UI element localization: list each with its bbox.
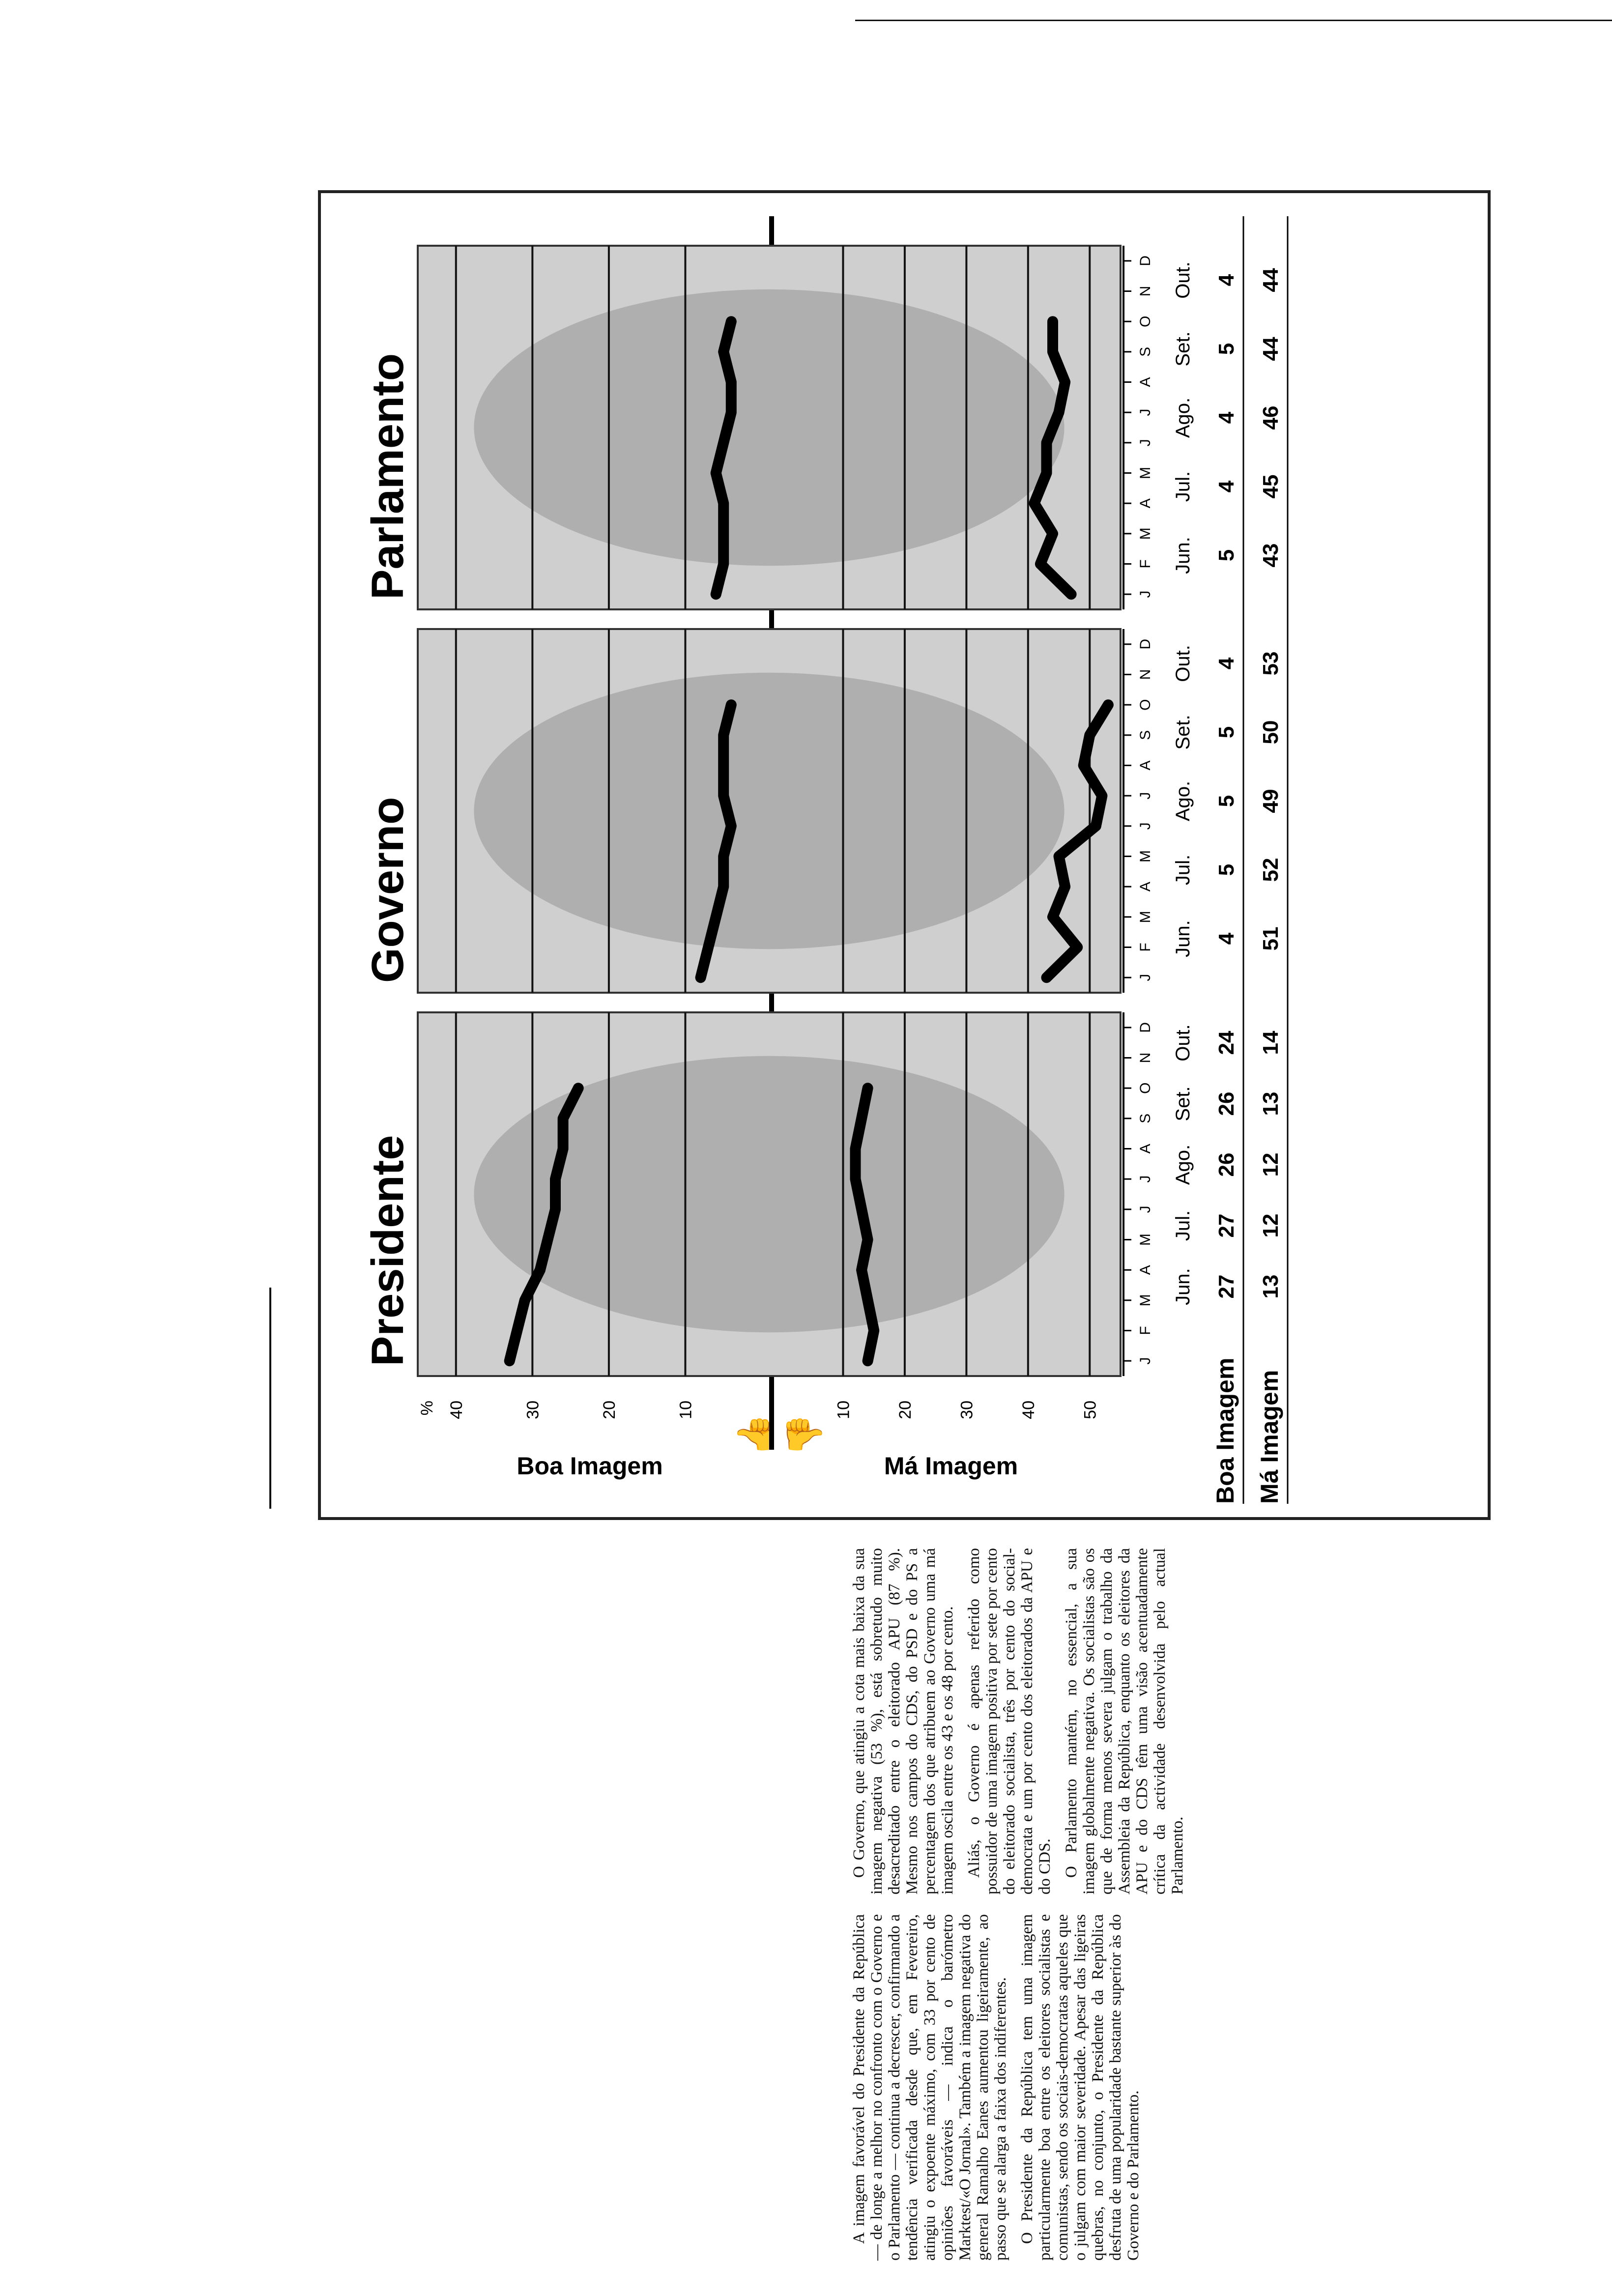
- panel-title: Governo: [363, 797, 413, 983]
- table-cell-boa: 26: [1214, 1152, 1238, 1177]
- month-label: M: [1137, 911, 1153, 923]
- month-label: J: [1137, 974, 1153, 981]
- month-label: O: [1137, 699, 1153, 711]
- table-cell-boa: 26: [1214, 1091, 1238, 1116]
- month-label: S: [1137, 1113, 1153, 1123]
- boa-tick-label: 10: [676, 1401, 695, 1419]
- month-label: J: [1137, 439, 1153, 447]
- table-cell-ma: 52: [1259, 858, 1283, 882]
- table-cell-boa: 4: [1214, 480, 1238, 493]
- portrait-silhouette: [474, 1056, 1064, 1332]
- ma-tick-label: 10: [834, 1401, 853, 1419]
- month-label: J: [1137, 408, 1153, 416]
- table-cell-ma: 46: [1259, 405, 1283, 430]
- percent-label: %: [418, 1401, 436, 1416]
- table-cell-boa: 4: [1214, 932, 1238, 945]
- chart-container: [315, 187, 1494, 1523]
- month-label: S: [1137, 730, 1153, 740]
- scan-rule-left: [269, 1288, 271, 1509]
- month-label: M: [1137, 1294, 1153, 1307]
- table-col-header: Ago.: [1172, 397, 1194, 438]
- table-cell-ma: 12: [1259, 1152, 1283, 1177]
- table-cell-boa: 4: [1214, 411, 1238, 424]
- month-label: M: [1137, 850, 1153, 862]
- table-cell-ma: 51: [1259, 926, 1283, 951]
- month-label: A: [1137, 882, 1153, 892]
- table-col-header: Jul.: [1172, 471, 1194, 502]
- month-label: F: [1137, 1326, 1153, 1335]
- panel-title: Presidente: [363, 1135, 413, 1366]
- month-label: N: [1137, 1052, 1153, 1063]
- article-column-1: [850, 1914, 1578, 2261]
- ma-tick-label: 30: [957, 1401, 977, 1419]
- table-col-header: Jun.: [1172, 1268, 1194, 1305]
- table-col-header: Ago.: [1172, 1144, 1194, 1185]
- month-label: F: [1137, 943, 1153, 952]
- month-label: J: [1137, 1205, 1153, 1213]
- boa-tick-label: 40: [447, 1401, 466, 1419]
- table-cell-ma: 14: [1259, 1031, 1283, 1055]
- month-label: M: [1137, 1234, 1153, 1246]
- table-cell-ma: 13: [1259, 1274, 1283, 1299]
- table-cell-ma: 49: [1259, 789, 1283, 813]
- table-col-header: Out.: [1172, 261, 1194, 299]
- table-cell-ma: 44: [1259, 337, 1283, 361]
- table-cell-ma: 12: [1259, 1213, 1283, 1238]
- month-label: J: [1137, 792, 1153, 800]
- table-cell-boa: 5: [1214, 726, 1238, 739]
- month-label: D: [1137, 1022, 1153, 1033]
- month-label: A: [1137, 377, 1153, 387]
- month-label: D: [1137, 255, 1153, 266]
- month-label: F: [1137, 559, 1153, 569]
- month-label: S: [1137, 346, 1153, 357]
- article: [850, 1548, 1578, 2261]
- article-paragraph: O Parlamento mantém, no essencial, a sua imagem globalmente negativa. Os socialistas são os que de forma menos severa julgam o trabalho da Assembleia da República, enquanto os eleitores da APU e do CDS têm uma visão acentuadamente crítica da actividade desenvolvida pelo actual Parlamento.: [1063, 1548, 1186, 1894]
- month-label: A: [1137, 1144, 1153, 1154]
- table-cell-boa: 27: [1214, 1213, 1238, 1238]
- month-label: M: [1137, 527, 1153, 540]
- article-paragraph: A imagem favorável do Presidente da República — de longe a melhor no confronto com o Governo e o Parlamento — continua a decrescer, confirmando a tendência verificada desde que, em Fevereiro, atingiu o expoente máximo, com 33 por cento de opiniões favoráveis — indica o barómetro Marktest/«O Jornal». Também a imagem negativa do general Ramalho Eanes aumentou ligeiramente, ao passo que se alarga a faixa dos indiferentes.: [850, 1914, 1009, 2261]
- article-paragraph: O Presidente da República tem uma imagem particularmente boa entre os eleitores socialistas e comunistas, sendo os sociais-democratas aqueles que o julgam com maior severidade. Apesar das ligeiras quebras, no conjunto, o Presidente da República desfruta de uma popularidade bastante superior às do Governo e do Parlamento.: [1018, 1914, 1142, 2261]
- article-column-2: [850, 1548, 1578, 1894]
- table-col-header: Set.: [1172, 1086, 1194, 1121]
- table-cell-boa: 5: [1214, 795, 1238, 807]
- article-paragraph: Aliás, o Governo é apenas referido como possuidor de uma imagem positiva por sete por cento do eleitorado socialista, três por cento do social-democrata e um por cento dos eleitorados da APU e do CDS.: [965, 1548, 1054, 1894]
- article-paragraph: O Governo, que atingiu a cota mais baixa da sua imagem negativa (53 %), está sobretudo muito desacreditado entre o eleitorado APU (87 %). Mesmo nos campos do CDS, do PSD e do PS a percentagem dos que atribuem ao Governo uma má imagem oscila entre os 43 e os 48 por cento.: [850, 1548, 956, 1894]
- table-col-header: Set.: [1172, 331, 1194, 367]
- ma-tick-label: 20: [895, 1401, 915, 1419]
- thumbs-up-icon: 👍: [737, 1413, 775, 1457]
- month-label: N: [1137, 669, 1153, 680]
- table-cell-boa: 27: [1214, 1274, 1238, 1299]
- table-col-header: Out.: [1172, 1024, 1194, 1062]
- table-col-header: Jun.: [1172, 537, 1194, 574]
- thumbs-down-icon: 👎: [786, 1413, 824, 1457]
- month-label: J: [1137, 822, 1153, 830]
- month-label: J: [1137, 590, 1153, 598]
- table-col-header: Set.: [1172, 715, 1194, 750]
- table-cell-ma: 13: [1259, 1091, 1283, 1116]
- month-label: D: [1137, 638, 1153, 650]
- table-cell-ma: 44: [1259, 268, 1283, 292]
- table-cell-boa: 5: [1214, 549, 1238, 562]
- month-label: O: [1137, 1082, 1153, 1094]
- month-label: A: [1137, 498, 1153, 509]
- table-row-label: Boa Imagem: [1211, 1357, 1239, 1504]
- table-cell-boa: 5: [1214, 863, 1238, 876]
- panel-title: Parlamento: [363, 353, 413, 600]
- month-label: O: [1137, 316, 1153, 327]
- portrait-silhouette: [474, 289, 1064, 566]
- month-label: A: [1137, 760, 1153, 771]
- table-row-label: Má Imagem: [1256, 1370, 1283, 1504]
- boa-tick-label: 30: [523, 1401, 543, 1419]
- table-cell-ma: 43: [1259, 543, 1283, 568]
- table-cell-ma: 53: [1259, 651, 1283, 676]
- legend-boa-imagem: Boa Imagem: [517, 1452, 663, 1480]
- ma-tick-label: 50: [1081, 1401, 1100, 1419]
- portrait-silhouette: [474, 673, 1064, 949]
- legend-ma-imagem: Má Imagem: [884, 1452, 1018, 1480]
- month-label: J: [1137, 1175, 1153, 1183]
- table-cell-boa: 5: [1214, 343, 1238, 355]
- table-cell-boa: 4: [1214, 274, 1238, 287]
- chart-svg: [315, 187, 1494, 1523]
- table-cell-boa: 4: [1214, 657, 1238, 670]
- month-label: N: [1137, 286, 1153, 297]
- month-label: M: [1137, 467, 1153, 479]
- table-cell-ma: 50: [1259, 720, 1283, 745]
- scan-rule-top: [855, 20, 1612, 21]
- table-col-header: Jun.: [1172, 920, 1194, 957]
- month-label: A: [1137, 1265, 1153, 1275]
- boa-tick-label: 20: [600, 1401, 619, 1419]
- table-col-header: Ago.: [1172, 780, 1194, 822]
- table-col-header: Jul.: [1172, 854, 1194, 886]
- ma-tick-label: 40: [1019, 1401, 1038, 1419]
- month-label: J: [1137, 1357, 1153, 1365]
- table-col-header: Out.: [1172, 645, 1194, 682]
- table-col-header: Jul.: [1172, 1210, 1194, 1241]
- table-cell-boa: 24: [1214, 1031, 1238, 1055]
- table-cell-ma: 45: [1259, 474, 1283, 499]
